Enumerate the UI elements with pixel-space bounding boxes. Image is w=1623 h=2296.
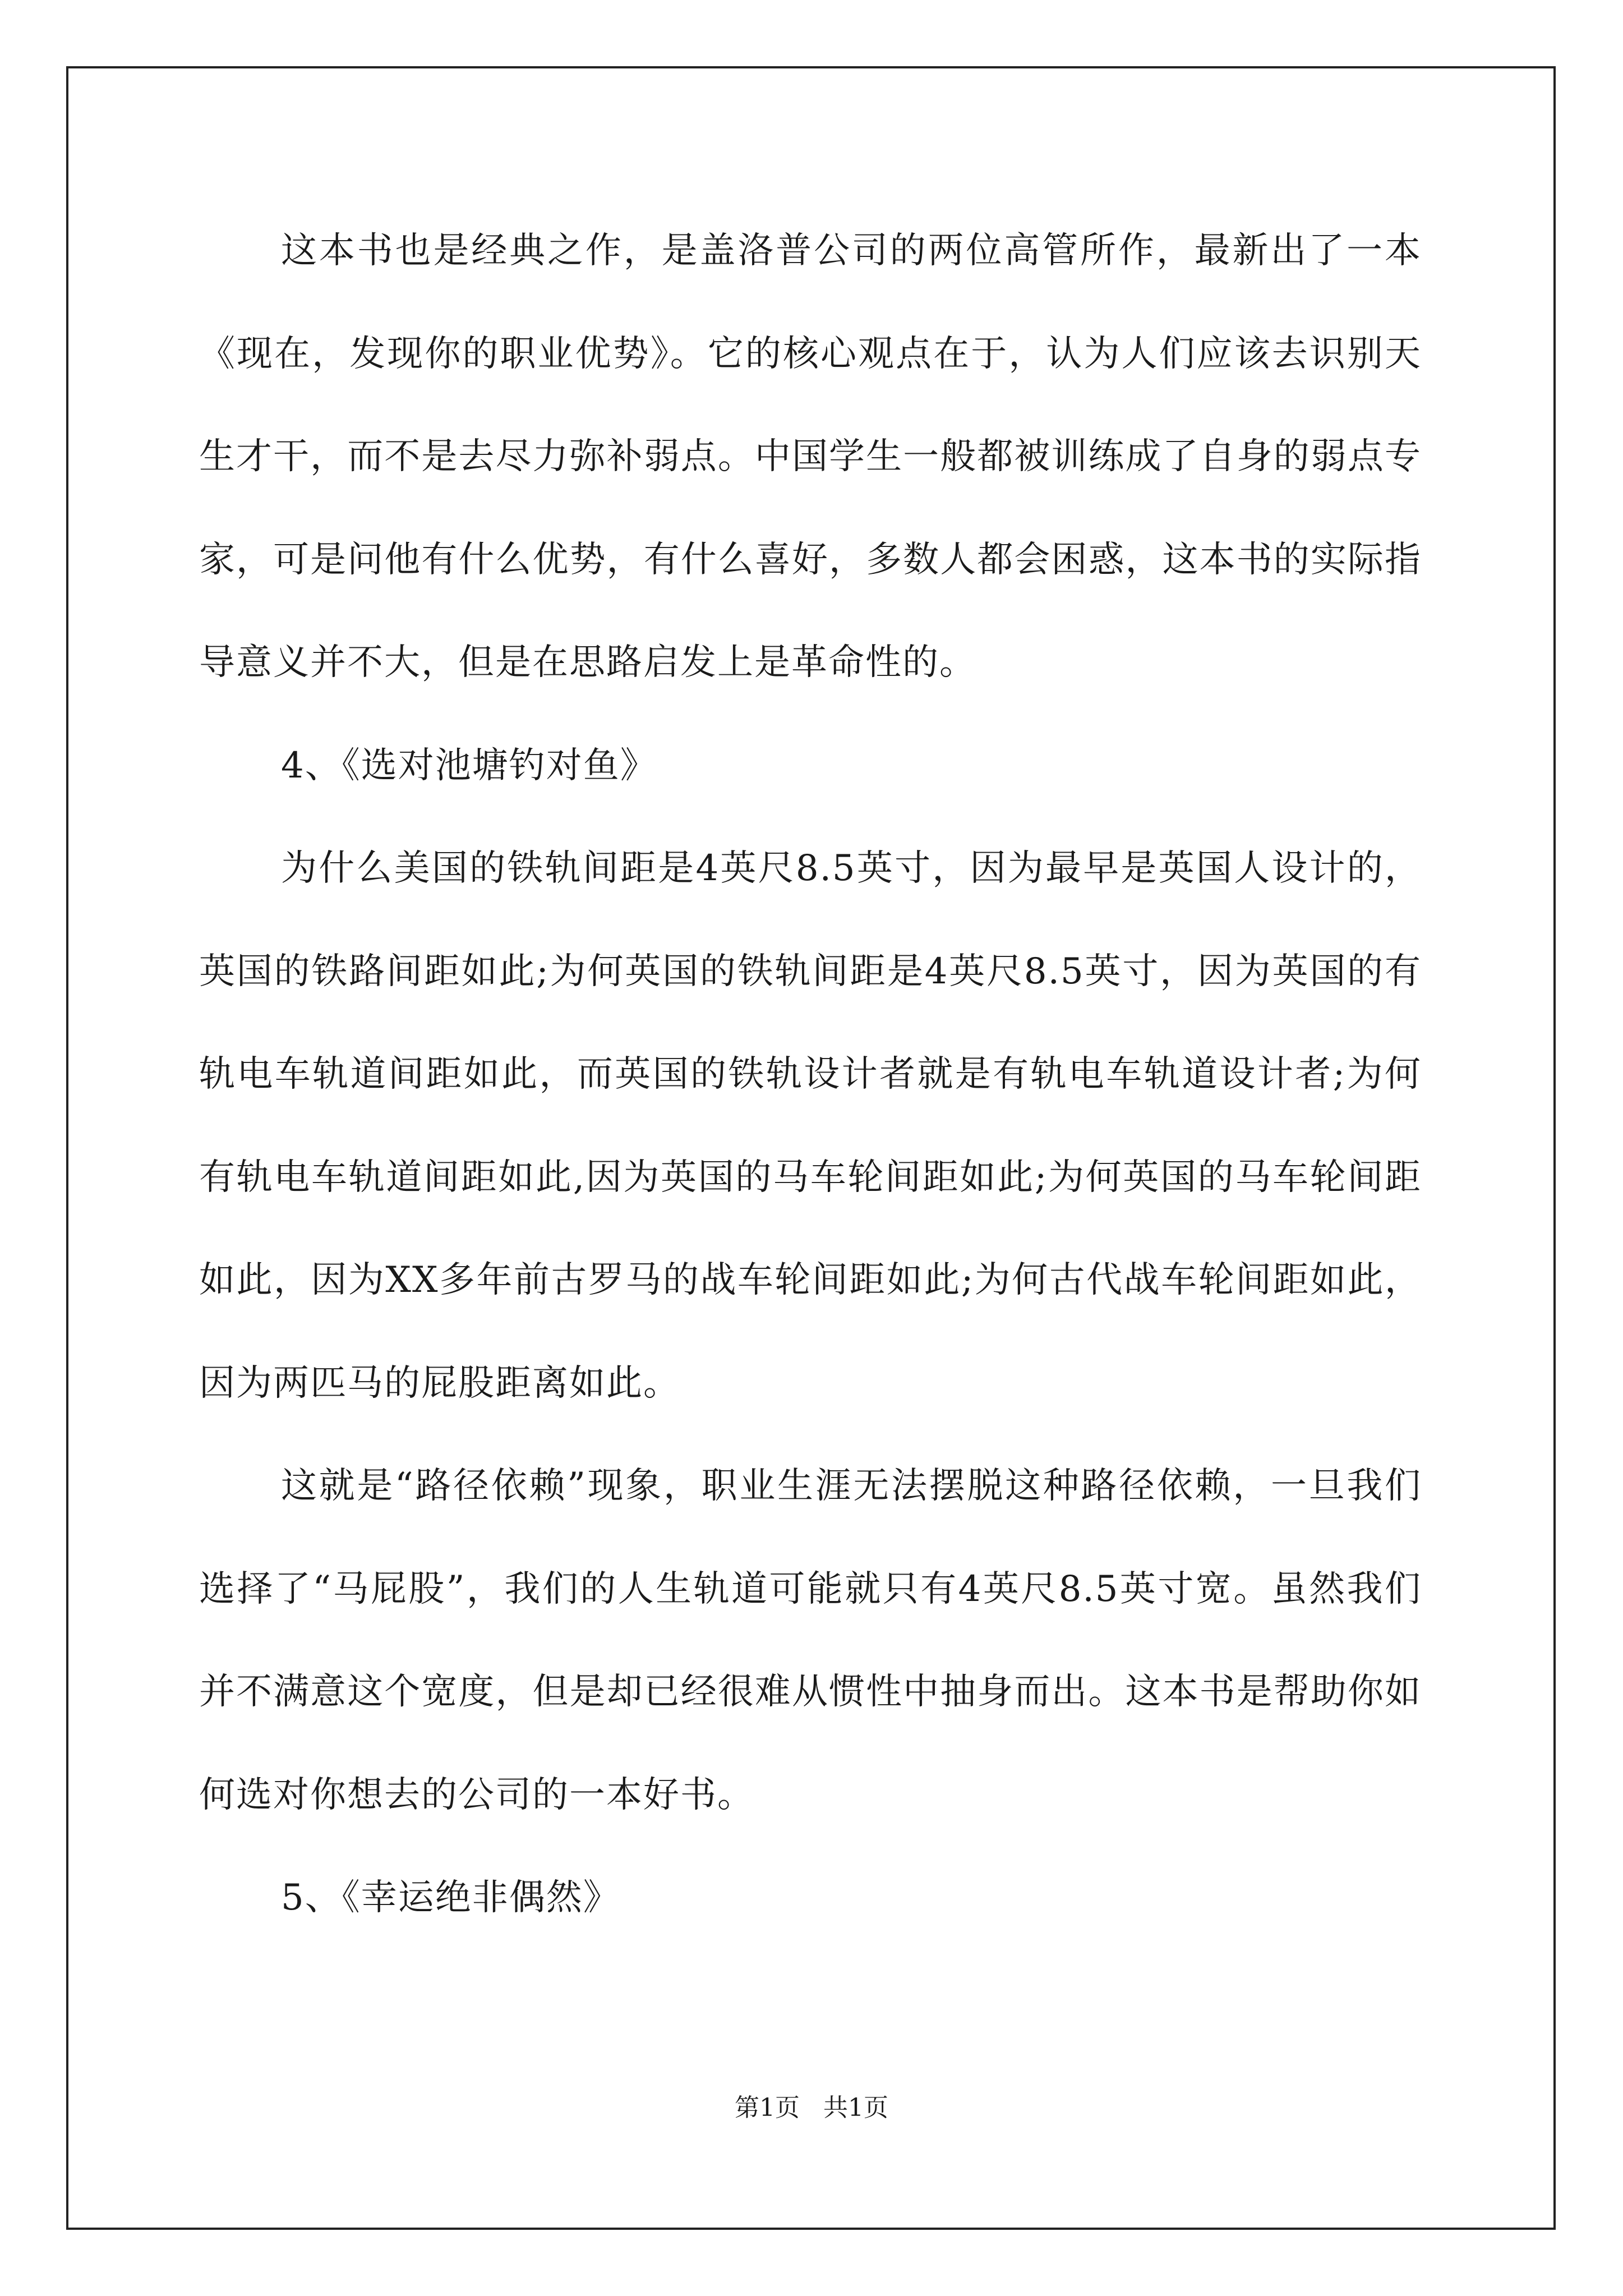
paragraph: 这本书也是经典之作，是盖洛普公司的两位高管所作，最新出了一本《现在，发现你的职业优势》。它的核心观点在于，认为人们应该去识别天生才干，而不是去尽力弥补弱点。中国学生一般都被训练成了自身的弱点专家，可是问他有什么优势，有什么喜好，多数人都会困惑，这本书的实际指导意义并不大，但是在思路启发上是革命性的。: [199, 230, 1422, 683]
page-footer: [0, 2091, 1623, 2125]
paragraph: 这就是“路径依赖”现象，职业生涯无法摆脱这种路径依赖，一旦我们选择了“马屁股”，我们的人生轨道可能就只有4英尺8.5英寸宽。虽然我们并不满意这个宽度，但是却已经很难从惯性中抽身而出。这本书是帮助你如何选对你想去的公司的一本好书。: [199, 1465, 1422, 1816]
section-heading: 5、《幸运绝非偶然》: [281, 1877, 620, 1918]
page-total: 共1页: [823, 2093, 888, 2122]
section-heading: 4、《选对池塘钓对鱼》: [281, 744, 657, 786]
page-number: 第1页: [735, 2093, 800, 2122]
document-body: [199, 200, 1422, 1950]
paragraph: 为什么美国的铁轨间距是4英尺8.5英寸，因为最早是英国人设计的，英国的铁路间距如此;为何英国的铁轨间距是4英尺8.5英寸，因为英国的有轨电车轨道间距如此，而英国的铁轨设计者就是有轨电车轨道设计者;为何有轨电车轨道间距如此,因为英国的马车轮间距如此;为何英国的马车轮间距如此，因为XX多年前古罗马的战车轮间距如此;为何古代战车轮间距如此，因为两匹马的屁股距离如此。: [199, 848, 1422, 1404]
